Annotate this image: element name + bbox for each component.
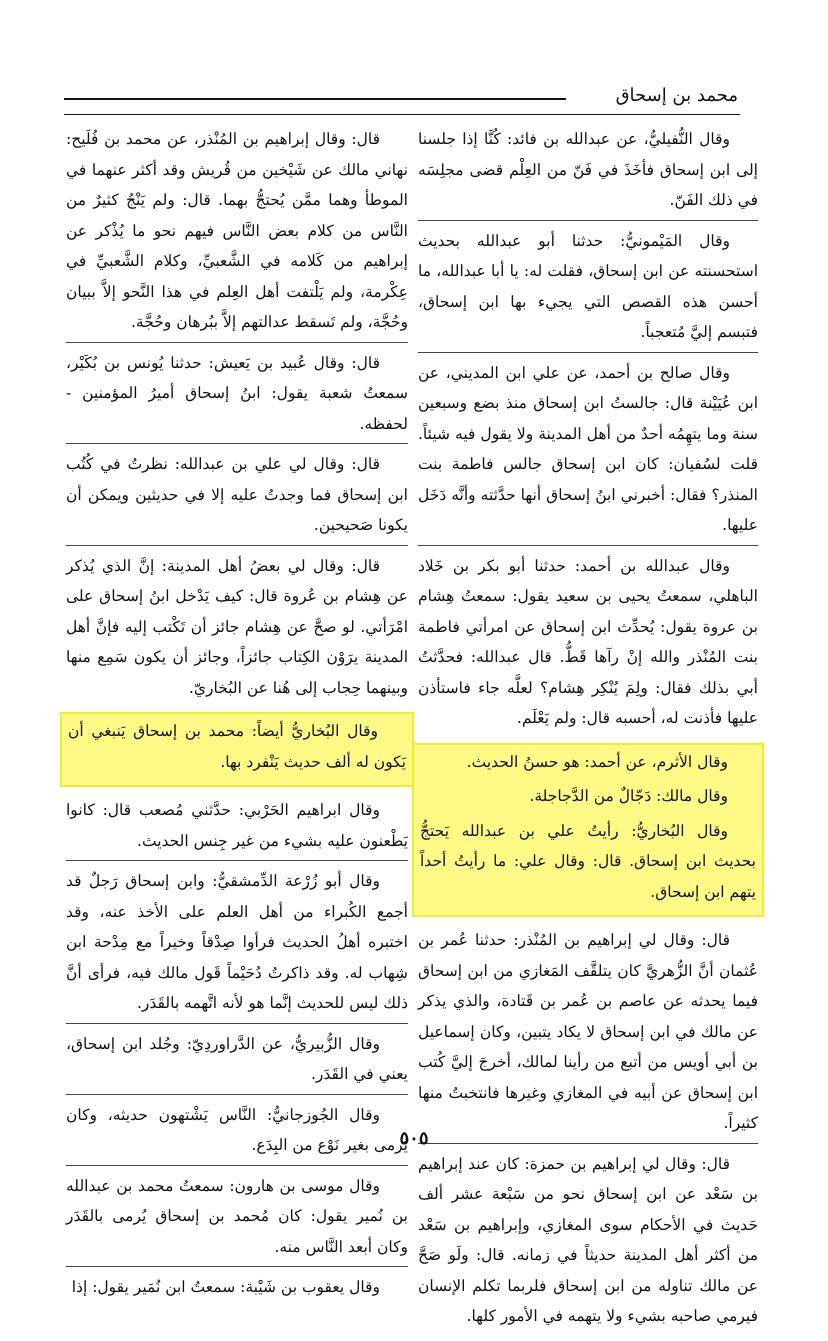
highlighted-block: [412, 743, 764, 918]
paragraph: قال: وقال لي إبراهيم بن حمزة: كان عند إبراهيم بن سَعْد عن ابن إسحاق نحو من سَبْعة عشر ألف حَديث في الأحكام سوى المغازي، وإبراهيم بن سَعْد من أكثر أهل المدينة حديثاً في زمانه. قال: ولَو صَحَّ عن مالك تناوله من ابن إسحاق فلربما تكلم الإنسان فيرمي صاحبه بشيء ولا يتهمه في الأمور كلها.: [418, 1154, 758, 1325]
paragraph: وقال موسى بن هارون: سمعتُ محمد بن عبدالله بن نُمير يقول: كان مُحمد بن إسحاق يُرمى بالقَدَر وكان أبعد النَّاس منه.: [66, 1171, 408, 1268]
highlighted-block: [60, 712, 414, 787]
paragraph: قال: وقال لي علي بن عبدالله: نظرتُ في كُتُب ابن إسحاق فما وجدتُ عليه إلا في حديثين ويمكن أن يكونا صَحيحين.: [66, 449, 408, 546]
highlighted-paragraph: وقال البُخاريُّ: رأيتُ علي بن عبدالله يَحتجُّ بحديث ابن إسحاق. قال: وقال علي: ما رأيتُ أحداً يتهم ابن إسحاق.: [420, 821, 756, 901]
paragraph: وقال المَيْمونيُّ: حدثنا أبو عبدالله بحديث استحسنته عن ابن إسحاق، فقلت له: يا أبا عبدالله، ما أحسن هذه القصص التي يجيء بها ابن إسحاق، فتبسم إليَّ مُتعجباً.: [418, 226, 758, 353]
running-title: محمد بن إسحاق: [615, 85, 738, 106]
paragraph: وقال يعقوب بن شَيْبة: سمعتُ ابن نُمَير يقول: إذا: [71, 1278, 380, 1296]
paragraph: وقال عبدالله بن أحمد: حدثنا أبو بكر بن خَلاد الباهلي، سمعتُ يحيى بن سعيد يقول: سمعتُ هِشام بن عروة يقول: يُحدِّث ابن إسحاق عن امرأتي فاطمة بنت المُنْذر والله إنْ رآها قَطُّ. قال عبدالله: فحدَّثتُ أبي بذلك فقال: ولِمَ يُنْكِر هِشام؟ لعلَّه جاء فاستأذن عليها فأذنت له، أحسبه قال: ولم يَعْلَم.: [418, 556, 758, 727]
paragraph: قال: وقال إبراهيم بن المُنْذر، عن محمد بن فُلَيح: نهاني مالك عن شَيْخين من قُريش وقد أكثر عنهما في الموطأ وهما ممَّن يُحتجُّ بهما. قال: ولم يَنْجُ كثيرٌ من النَّاس من كلام بعض النَّاس فيهم نحو ما يُذْكر عن إبراهيم من كَلامه في الشَّعبيِّ، وكلام الشَّعبيِّ في عِكْرمة، ولم يَلْتفت أهل العِلم في هذا النَّحو إلاَّ ببيان وحُجَّة، ولم تَسقط عدالتهم إلاَّ ببُرهان وحُجَّة.: [66, 124, 408, 343]
header-underline: [64, 114, 740, 115]
highlighted-paragraph: وقال مالك: دَجّالٌ من الدَّجاجلة.: [529, 787, 728, 805]
paragraph: وقال أبو زُرْعة الدِّمشقيُّ: وابن إسحاق رَجلٌ قد أجمع الكُبراء من أهل العلم على الأخذ عنه، وقد اختبره أهلُ الحديث فرأوا صِدْقاً وخيراً مع مِدْحة ابن شِهاب له. وقد ذاكرتُ دُحَيْماً قَول مالك فيه، فرأى أنَّ ذلك ليس للحديث إنَّما هو لأنه اتَّهمه بالقَدَر.: [66, 866, 408, 1024]
right-column: [418, 124, 758, 1341]
page-header: [0, 84, 828, 114]
page-number: ٥٠٥: [399, 1128, 429, 1149]
highlighted-paragraph: وقال الأثرم، عن أحمد: هو حسنُ الحديث.: [466, 752, 728, 771]
paragraph: وقال الجُوزجانيُّ: النَّاس يَشْتهون حديثه، وكان يُرمى بغير نَوْع من البِدَع.: [66, 1100, 408, 1166]
header-rule: [64, 98, 566, 100]
paragraph: قال: وقال لي إبراهيم بن المُنْذر: حدثنا عُمر بن عُثمان أنَّ الزُّهريَّ كان يتلقَّف المَغازي من ابن إسحاق فيما يحدثه عن عاصم بن عُمر بن قَتادة، والذي يذكر عن مالك في ابن إسحاق لا يكاد يتبين، وكان إسماعيل بن أبي أويس من أتبع من رأينا لمالك، أخرجَ إليَّ كُتب ابن إسحاق عن أبيه في المغازي وغيرها فانتخبتُ منها كثيراً.: [418, 925, 758, 1144]
paragraph: وقال النُّفيليُّ، عن عبدالله بن فائد: كُنَّا إذا جلسنا إلى ابن إسحاق فأخَذَ في فَنّ من العِلْم قضى مجلِسَه في ذلك الفَنّ.: [418, 124, 758, 221]
paragraph: قال: وقال عُبيد بن يَعيش: حدثنا يُونس بن بُكَيْر، سمعتُ شعبة يقول: ابنُ إسحاق أميرُ المؤمنين - لحفظه.: [66, 348, 408, 445]
paragraph: وقال صالح بن أحمد، عن علي ابن المديني، عن ابن عُيَيْنة قال: جالستُ ابن إسحاق منذ بضع وسبعين سنة وما يتهِمُه أحدٌ من أهل المدينة ولا يقول فيه شيئاً. قلت لسُفيان: كان ابن إسحاق جالس فاطمة بنت المنذر؟ فقال: أخبرني ابنُ إسحاق أنها حدَّثته وأنَّه دَخَل عليها.: [418, 358, 758, 546]
paragraph: وقال الزُّبيريُّ، عن الدَّراوردِيّ: وجُلد ابن إسحاق، يعني في القَدَر.: [66, 1029, 408, 1095]
paragraph: وقال ابراهيم الحَرْبي: حدَّثني مُصعب قال: كانوا يَطْعنون عليه بشيء من غير جِنس الحديث.: [66, 795, 408, 861]
highlighted-paragraph: وقال البُخاريُّ أيضاً: محمد بن إسحاق يَنبغي أن يَكون له ألف حديث يَنْفرد بها.: [68, 722, 406, 771]
paragraph: قال: وقال لي بعضُ أهل المدينة: إنَّ الذي يُذكر عن هِشام بن عُروة قال: كيف يَدْخل ابنُ إسحاق على امْرَأتي. لو صحَّ عن هِشام جائز أن تَكْتب إليه فإنَّ أهل المدينة يرَوْن الكِتاب جائزاً، وجائز أن يكون سَمِع منها وبينهما حِجاب إلى هُنا عن البُخاريّ.: [66, 556, 408, 697]
